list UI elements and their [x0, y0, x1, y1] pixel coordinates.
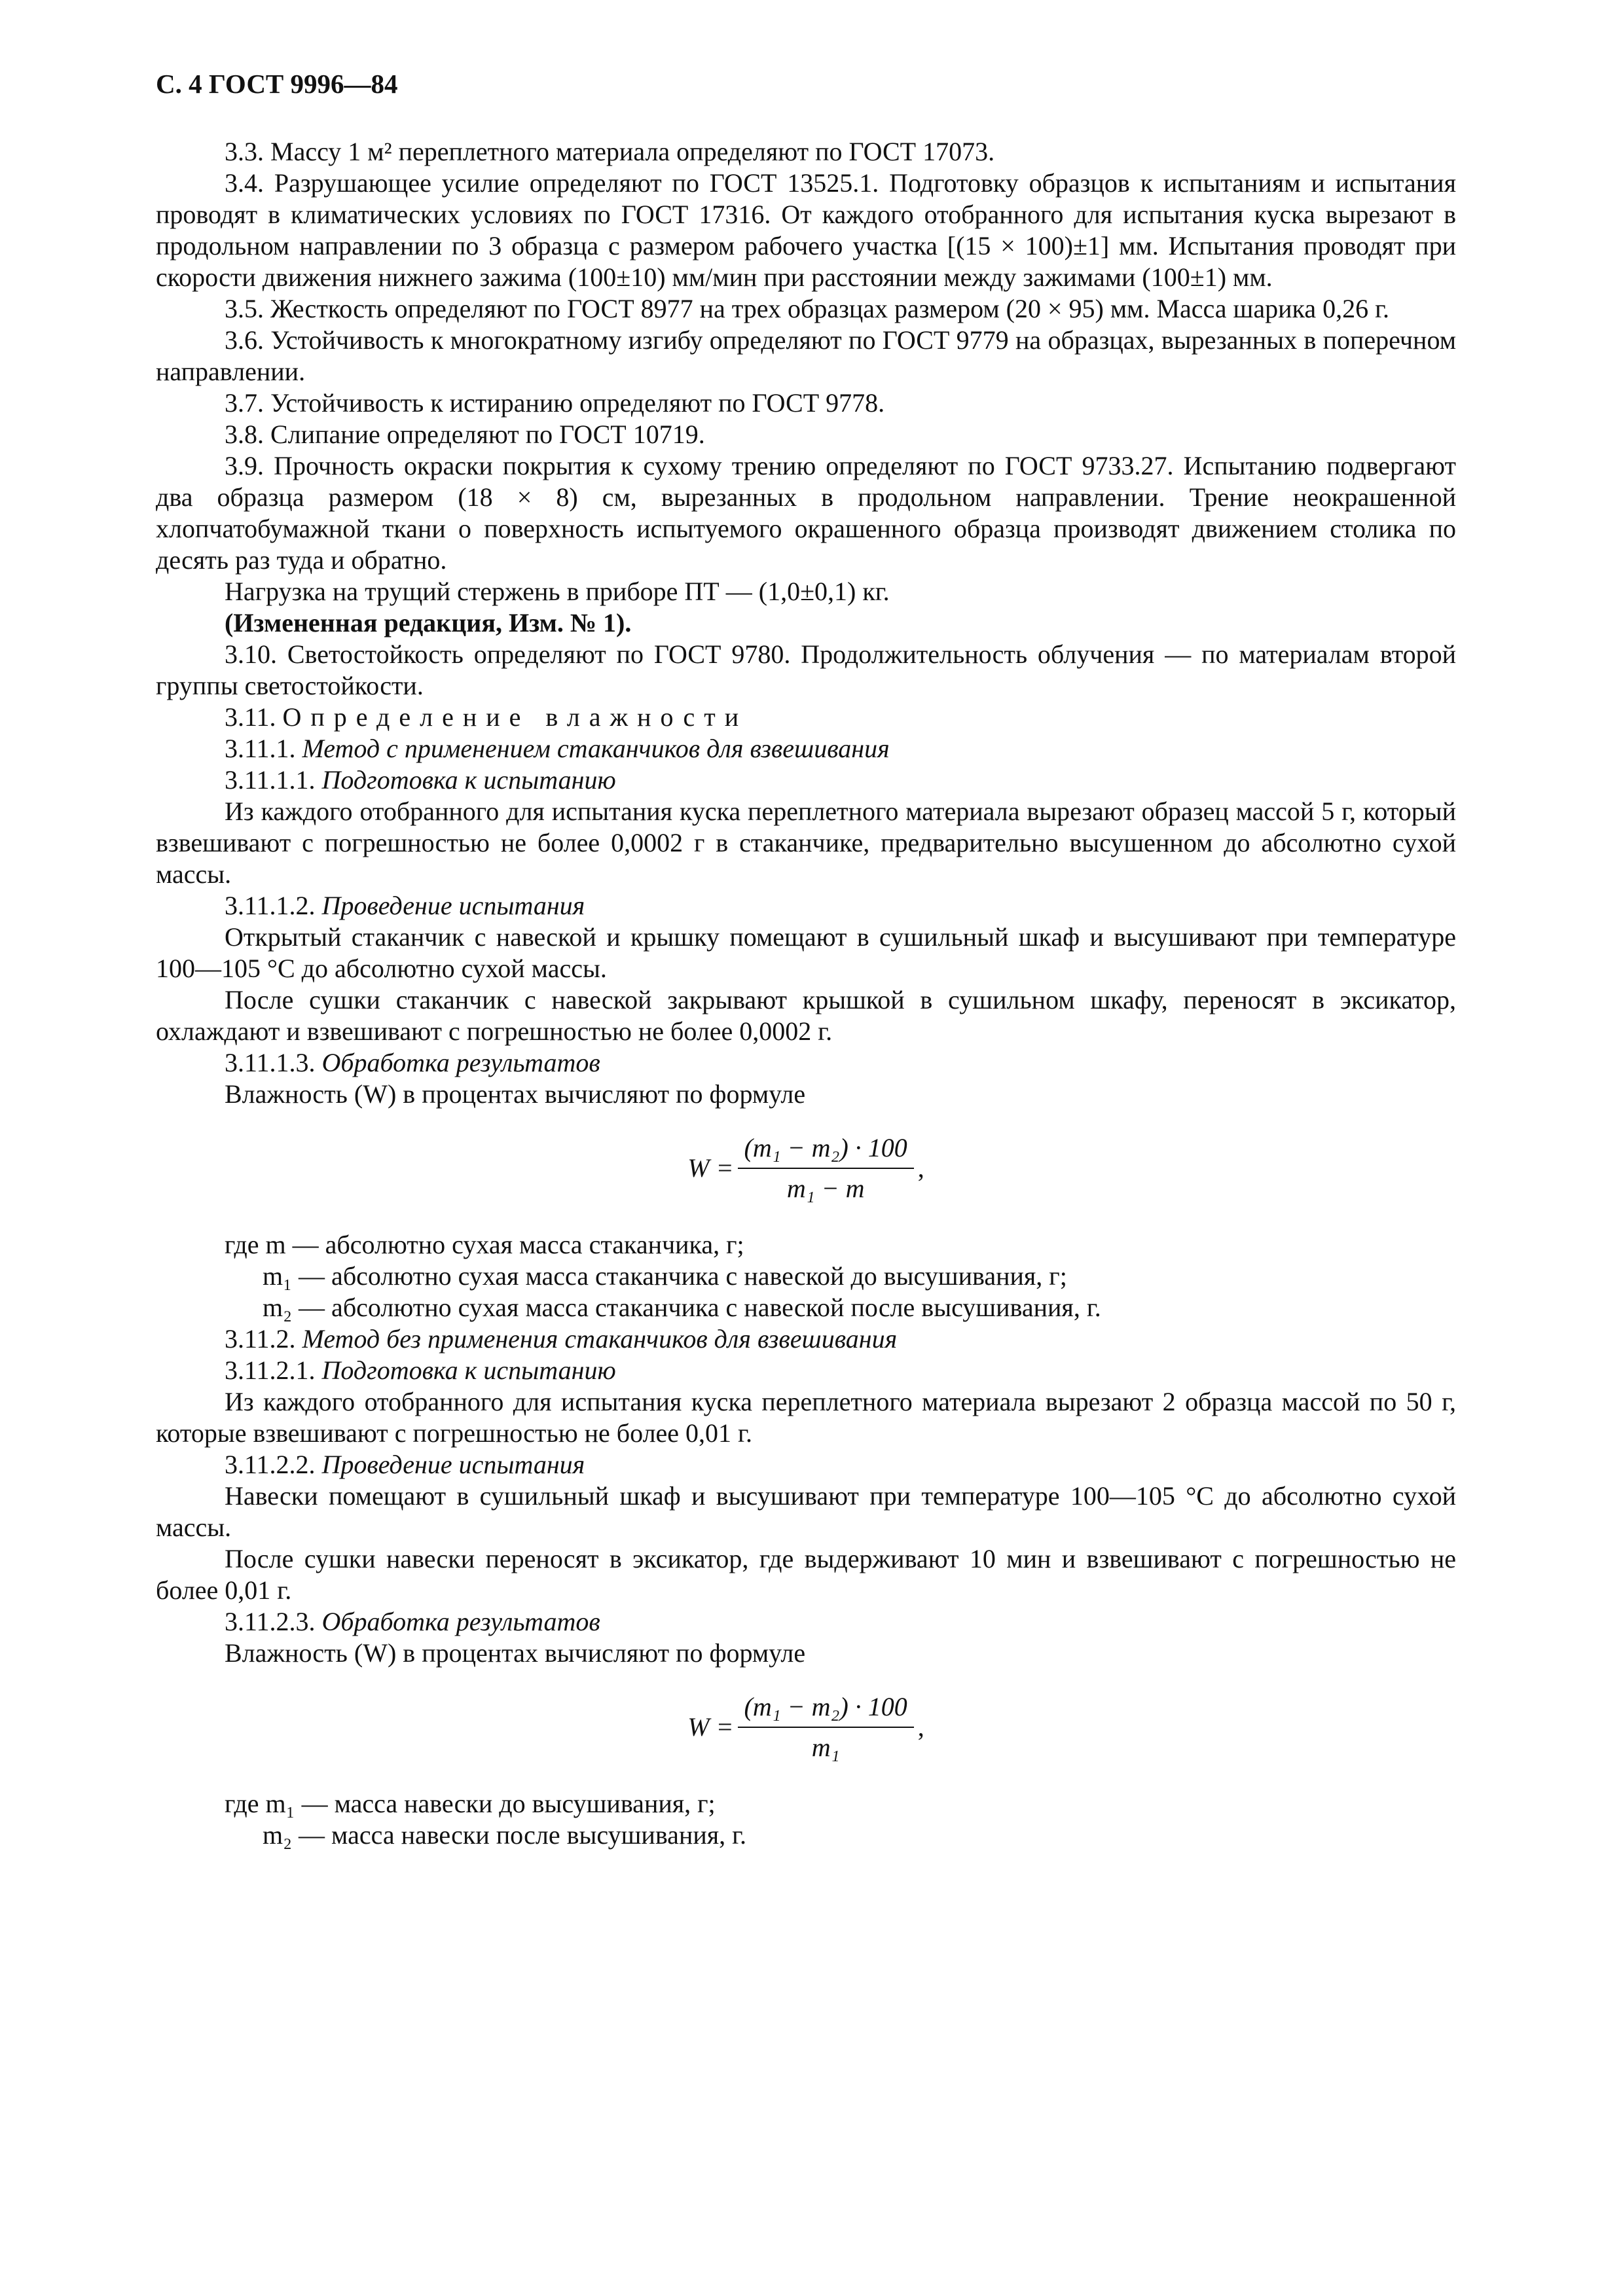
- section-3-11-2-1-heading: [156, 1355, 1456, 1386]
- formula-2: [156, 1691, 1456, 1763]
- legend-line: m₂ — масса навески после высушивания, г.: [263, 1820, 747, 1850]
- legend-line: m₂ — абсолютно сухая масса стаканчика с навеской после высушивания, г.: [263, 1293, 1101, 1322]
- section-3-11-2-2-heading: [156, 1449, 1456, 1480]
- paragraph-3-7: 3.7. Устойчивость к истиранию определяют по ГОСТ 9778.: [225, 388, 885, 418]
- formula-1-legend: [156, 1229, 1456, 1323]
- paragraph-3-9-load: Нагрузка на трущий стержень в приборе ПТ — (1,0±0,1) кг.: [225, 577, 890, 606]
- section-number: 3.11.1.3.: [225, 1048, 316, 1077]
- section-title: Определение влажности: [282, 702, 748, 732]
- paragraph-3-3: 3.3. Массу 1 м² переплетного материала определяют по ГОСТ 17073.: [225, 137, 995, 166]
- page-header: С. 4 ГОСТ 9996—84: [156, 69, 398, 99]
- section-title: Проведение испытания: [321, 1450, 585, 1479]
- formula-denominator: m₁ − m: [786, 1174, 865, 1203]
- section-title: Обработка результатов: [321, 1607, 600, 1636]
- formula-fraction: [738, 1691, 914, 1763]
- section-title: Метод без применения стаканчиков для взвешивания: [302, 1324, 898, 1354]
- section-3-11-1-1-heading: [156, 764, 1456, 796]
- section-3-11-2-3-heading: [156, 1606, 1456, 1638]
- section-number: 3.11.1.1.: [225, 765, 316, 795]
- formula-2-legend: [156, 1788, 1456, 1851]
- formula-tail: ,: [917, 1153, 924, 1183]
- section-title: Подготовка к испытанию: [321, 765, 616, 795]
- section-number: 3.11.1.: [225, 734, 296, 763]
- section-title: Обработка результатов: [321, 1048, 600, 1077]
- paragraph-3-11-1-3: Влажность (W) в процентах вычисляют по формуле: [225, 1079, 806, 1109]
- section-number: 3.11.: [225, 702, 276, 732]
- legend-line: где m₁ — масса навески до высушивания, г;: [225, 1789, 716, 1818]
- formula-tail: ,: [917, 1712, 924, 1742]
- section-3-11-1-heading: [156, 733, 1456, 764]
- section-3-11-1-3-heading: [156, 1047, 1456, 1079]
- formula-1: [156, 1132, 1456, 1204]
- section-3-11-2-heading: [156, 1323, 1456, 1355]
- amendment-note: (Измененная редакция, Изм. № 1).: [225, 608, 632, 637]
- formula-fraction: [738, 1132, 914, 1204]
- section-number: 3.11.1.2.: [225, 891, 316, 920]
- paragraph-3-11-1-2-b: После сушки стаканчик с навеской закрывают крышкой в сушильном шкафу, переносят в эксикатор, охлаждают и взвешивают с погрешностью не более 0,0002 г.: [156, 985, 1456, 1046]
- section-title: Метод с применением стаканчиков для взвешивания: [302, 734, 890, 763]
- paragraph-3-11-2-3: Влажность (W) в процентах вычисляют по формуле: [225, 1638, 806, 1668]
- paragraph-3-11-1-1: Из каждого отобранного для испытания куска переплетного материала вырезают образец массой 5 г, который взвешивают с погрешностью не более 0,0002 г в стаканчике, предварительно высушенном до абсолютно сухой массы.: [156, 797, 1456, 889]
- formula-lhs: W =: [687, 1153, 734, 1183]
- paragraph-3-11-1-2-a: Открытый стаканчик с навеской и крышку помещают в сушильный шкаф и высушивают при температуре 100—105 °С до абсолютно сухой массы.: [156, 922, 1456, 983]
- paragraph-3-10: 3.10. Светостойкость определяют по ГОСТ 9780. Продолжительность облучения — по материалам второй группы светостойкости.: [156, 639, 1456, 700]
- paragraph-3-4: 3.4. Разрушающее усилие определяют по ГОСТ 13525.1. Подготовку образцов к испытаниям и испытания проводят в климатических условиях по ГОСТ 17316. От каждого отобранного для испытания куска вырезают в продольном направлении по 3 образца с размером рабочего участка [(15 × 100)±1] мм. Испытания проводят при скорости движения нижнего зажима (100±10) мм/мин при расстоянии между зажимами (100±1) мм.: [156, 168, 1456, 292]
- section-number: 3.11.2.: [225, 1324, 296, 1354]
- legend-line: m₁ — абсолютно сухая масса стаканчика с навеской до высушивания, г;: [263, 1261, 1067, 1291]
- formula-denominator: m₁: [811, 1732, 840, 1762]
- formula-lhs: W =: [687, 1712, 734, 1742]
- document-body: [156, 136, 1456, 1851]
- formula-numerator: (m₁ − m₂) · 100: [738, 1691, 914, 1728]
- section-number: 3.11.2.3.: [225, 1607, 316, 1636]
- section-3-11-heading: [156, 702, 1456, 733]
- paragraph-3-11-2-1: Из каждого отобранного для испытания куска переплетного материала вырезают 2 образца массой по 50 г, которые взвешивают с погрешностью не более 0,01 г.: [156, 1387, 1456, 1448]
- section-number: 3.11.2.1.: [225, 1355, 316, 1385]
- legend-line: где m — абсолютно сухая масса стаканчика, г;: [225, 1230, 744, 1259]
- section-title: Подготовка к испытанию: [321, 1355, 616, 1385]
- paragraph-3-6: 3.6. Устойчивость к многократному изгибу определяют по ГОСТ 9779 на образцах, вырезанных в поперечном направлении.: [156, 325, 1456, 386]
- paragraph-3-9: 3.9. Прочность окраски покрытия к сухому трению определяют по ГОСТ 9733.27. Испытанию подвергают два образца размером (18 × 8) см, вырезанных в продольном направлении. Трение неокрашенной хлопчатобумажной ткани о поверхность испытуемого окрашенного образца производят движением столика по десять раз туда и обратно.: [156, 451, 1456, 575]
- section-3-11-1-2-heading: [156, 890, 1456, 922]
- paragraph-3-8: 3.8. Слипание определяют по ГОСТ 10719.: [225, 420, 705, 449]
- paragraph-3-11-2-2-a: Навески помещают в сушильный шкаф и высушивают при температуре 100—105 °С до абсолютно сухой массы.: [156, 1481, 1456, 1542]
- paragraph-3-11-2-2-b: После сушки навески переносят в эксикатор, где выдерживают 10 мин и взвешивают с погрешностью не более 0,01 г.: [156, 1544, 1456, 1605]
- section-title: Проведение испытания: [321, 891, 585, 920]
- section-number: 3.11.2.2.: [225, 1450, 316, 1479]
- paragraph-3-5: 3.5. Жесткость определяют по ГОСТ 8977 на трех образцах размером (20 × 95) мм. Масса шарика 0,26 г.: [225, 294, 1389, 323]
- formula-numerator: (m₁ − m₂) · 100: [738, 1132, 914, 1169]
